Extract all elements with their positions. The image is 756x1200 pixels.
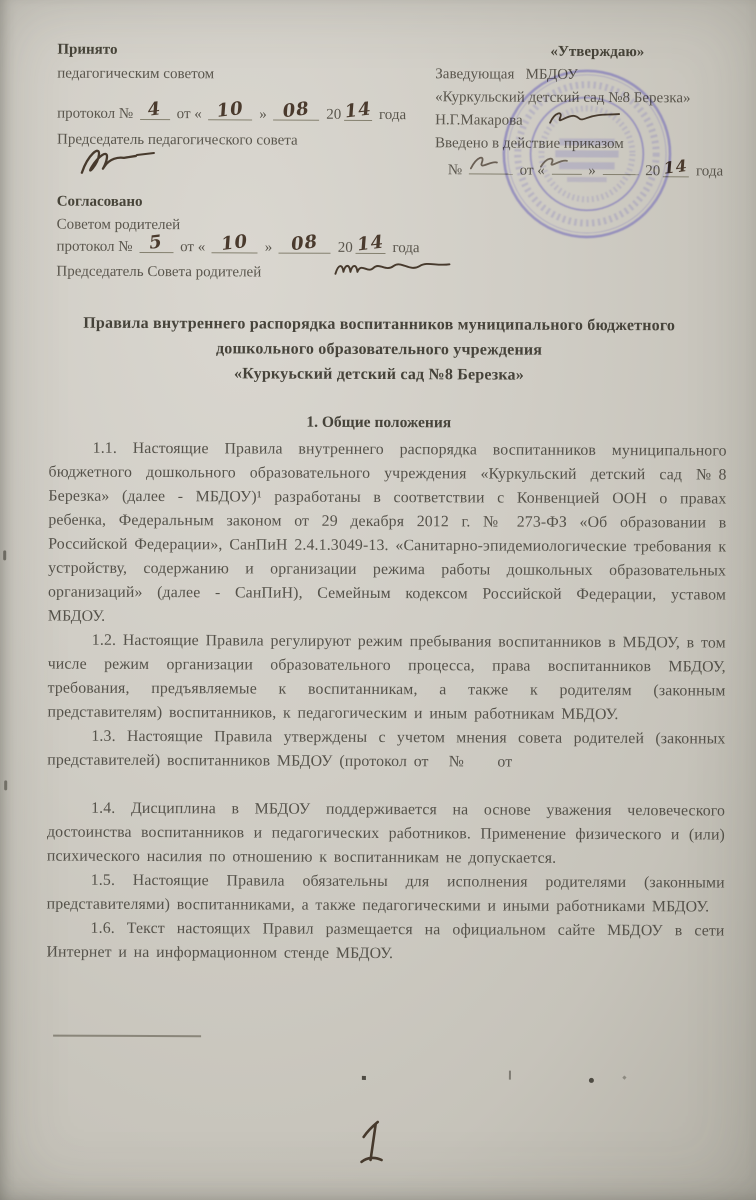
agreed-chairman-label: Председатель Совета родителей <box>56 263 262 281</box>
scan-speck <box>622 1075 626 1079</box>
protocol-close-quote: » <box>259 106 267 123</box>
round-official-stamp <box>498 65 677 244</box>
paragraph-1-3: 1.3. Настоящие Правила утверждены с учетом мнения совета родителей (законных представителей) воспитанников МБДОУ (протокол от № от <box>47 727 733 771</box>
accepted-chairman-label: Председатель педагогического совета <box>56 131 298 149</box>
order-year-handwritten: 14 <box>662 155 690 178</box>
paragraph-1-4: 1.4. Дисциплина в МБДОУ поддерживается на основе уважения человеческого достоинства воспитанников и педагогических работников. Применение физического и (или) психического насилия по отношению к воспитанникам не допускается. <box>46 799 726 867</box>
approved-order-intro: Введено в действие приказом <box>434 135 624 153</box>
order-close-quote: » <box>588 162 596 179</box>
document-title-line-2: дошкольного образовательного учреждения <box>215 340 543 359</box>
document-title-line-1: Правила внутреннего распорядка воспитанников муниципального бюджетного <box>83 314 676 335</box>
protocol-month-blank <box>274 98 320 123</box>
agreed-protocol-month-handwritten: 08 <box>289 231 320 256</box>
scan-speck <box>509 1071 511 1080</box>
protocol-label: протокол № <box>57 105 134 122</box>
scan-speck <box>589 1078 594 1083</box>
agreed-protocol-label: протокол № <box>56 238 133 255</box>
accepted-by: педагогическим советом <box>57 65 215 83</box>
agreed-protocol-number-blank <box>139 231 173 254</box>
agreed-protocol-month-blank <box>279 231 331 256</box>
pedagogical-chairman-signature <box>74 141 164 183</box>
protocol-suffix: года <box>379 106 407 124</box>
handwritten-page-number <box>354 1116 390 1168</box>
agreed-protocol-year-blank <box>355 231 386 256</box>
protocol-month-handwritten: 08 <box>281 98 311 123</box>
accepted-protocol-line <box>57 97 407 127</box>
protocol-century: 20 <box>326 106 342 123</box>
agreed-protocol-suffix: года <box>392 240 420 257</box>
approved-title: «Утверждаю» <box>550 43 645 61</box>
protocol-number-blank <box>140 98 170 121</box>
protocol-year-blank <box>343 98 373 123</box>
agreed-by: Советом родителей <box>56 216 181 234</box>
order-century: 20 <box>645 163 661 180</box>
protocol-year-handwritten: 14 <box>343 98 373 123</box>
agreed-protocol-close-quote: » <box>264 239 273 256</box>
document-title-line-3: «Куркуьский детский сад №8 Березка» <box>234 365 524 384</box>
agreed-protocol-day-handwritten: 10 <box>219 230 250 255</box>
agreed-protocol-year-handwritten: 14 <box>355 231 385 256</box>
agreed-protocol-day-blank <box>212 230 258 255</box>
parents-chairman-signature <box>331 256 461 285</box>
protocol-from: от « <box>176 106 202 123</box>
approved-position: Заведующая МБДОУ <box>435 66 578 83</box>
footnote-rule <box>53 1035 201 1037</box>
paragraph-1-1: 1.1. Настоящие Правила внутреннего распорядка воспитанников муниципального бюджетного дошкольного образовательного учреждения «Куркульский детский сад №8 Березка» (далее - МБДОУ)¹ разработаны в соответствии с Конвенцией ООН о правах ребенка, Федеральным законом от 29 декабря 2012 г. № 273-ФЗ «Об образовании в Российской Федерации», СанПиН 2.4.1.3049-13. «Санитарно-эпидемиологические требования к устройству, содержанию и организации режима работы дошкольных образовательных организаций» (далее - СанПиН), Семейным кодексом Российской Федерации, уставом МБДОУ. <box>47 439 727 625</box>
approved-organization: «Куркульский детский сад №8 Березка» <box>435 89 691 107</box>
protocol-day-blank <box>209 97 253 122</box>
paragraph-1-2: 1.2. Настоящие Правила регулируют режим пребывания воспитанников в МБДОУ, в том числе режим организации образовательного процесса, права воспитанников МБДОУ, требования, предъявляемые к воспитанникам, а также к родителям (законным представителям) воспитанников, к педагогическим и иным работникам МБДОУ. <box>47 631 726 724</box>
approved-name: Н.Г.Макарова <box>435 112 523 129</box>
agreed-protocol-century: 20 <box>337 239 353 256</box>
protocol-number-handwritten: 4 <box>146 98 163 121</box>
margin-mark <box>3 550 6 560</box>
order-suffix: года <box>696 163 724 180</box>
order-from: от « <box>519 162 545 179</box>
margin-mark <box>4 780 7 790</box>
scan-speck <box>362 1076 366 1080</box>
agreed-title: Согласовано <box>56 193 143 210</box>
paragraph-1-6: 1.6. Текст настоящих Правил размещается на официальном сайте МБДОУ в сети Интернет и на информационном стенде МБДОУ. <box>46 919 725 963</box>
section-heading: 1. Общие положения <box>306 413 452 432</box>
protocol-day-handwritten: 10 <box>215 97 245 122</box>
order-no-sign: № <box>447 162 463 179</box>
paragraph-1-5: 1.5. Настоящие Правила обязательны для исполнения родителями (законными представителями) воспитанниками, а также педагогическими и иными работниками МБДОУ. <box>46 871 725 916</box>
accepted-title: Принято <box>57 41 118 58</box>
agreed-protocol-from: от « <box>180 239 206 256</box>
section-body <box>46 437 733 968</box>
agreed-protocol-number-handwritten: 5 <box>147 231 164 254</box>
